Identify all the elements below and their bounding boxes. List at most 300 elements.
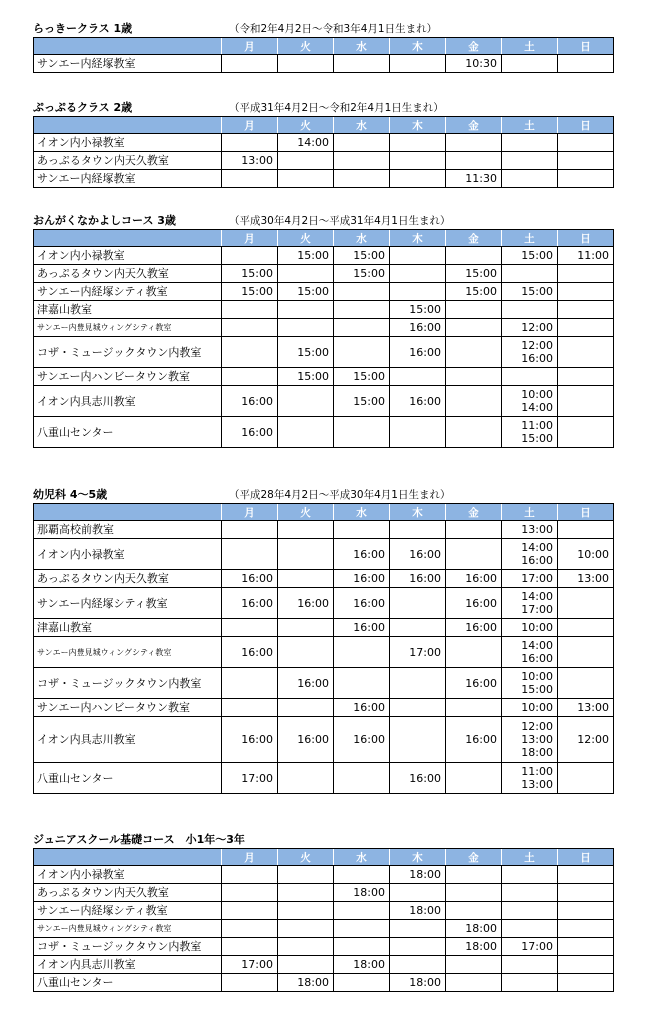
- classroom-name: サンエー内経塚シティ教室: [34, 588, 222, 619]
- lesson-time-cell: [446, 337, 502, 368]
- lesson-time-cell: [222, 699, 278, 717]
- lesson-time-cell: [446, 570, 502, 588]
- classroom-name: サンエー内経塚シティ教室: [34, 902, 222, 920]
- table-row: [34, 570, 614, 588]
- lesson-time: 16:00: [241, 394, 273, 408]
- lesson-time-cell: [446, 283, 502, 301]
- header-blank-cell: [34, 38, 222, 55]
- table-row: [34, 55, 614, 73]
- table-row: [34, 668, 614, 699]
- weekday-header: 火: [278, 849, 334, 866]
- classroom-name: イオン内具志川教室: [34, 956, 222, 974]
- header-blank-cell: [34, 230, 222, 247]
- weekday-header-row: [34, 230, 614, 247]
- lesson-time-cell: [502, 301, 558, 319]
- section-title: 幼児科 4～5歳: [33, 488, 108, 501]
- lesson-time-cell: [222, 637, 278, 668]
- section-header: [33, 833, 613, 847]
- lesson-time-cell: [390, 570, 446, 588]
- lesson-time-cell: [446, 417, 502, 448]
- lesson-time: 16:00: [353, 572, 385, 585]
- weekday-header: 金: [446, 504, 502, 521]
- lesson-time-cell: [222, 521, 278, 539]
- lesson-time: 11:00: [521, 765, 553, 778]
- header-blank-cell: [34, 504, 222, 521]
- weekday-header: 火: [278, 504, 334, 521]
- lesson-time-cell: [502, 539, 558, 570]
- lesson-time: 16:00: [465, 596, 497, 610]
- lesson-time-cell: [278, 247, 334, 265]
- lesson-time-cell: [558, 763, 614, 794]
- lesson-time: 13:00: [577, 701, 609, 714]
- lesson-time-cell: [502, 417, 558, 448]
- lesson-time-cell: [446, 265, 502, 283]
- lesson-time: 16:00: [465, 572, 497, 585]
- lesson-time-cell: [558, 717, 614, 763]
- lesson-time-cell: [558, 283, 614, 301]
- lesson-time-cell: [558, 521, 614, 539]
- lesson-time-cell: [502, 884, 558, 902]
- lesson-time: 15:00: [465, 285, 497, 298]
- schedule-section: [33, 101, 613, 188]
- lesson-time-cell: [502, 956, 558, 974]
- lesson-time: 16:00: [241, 596, 273, 610]
- lesson-time: 16:00: [521, 352, 553, 365]
- lesson-time-cell: [446, 956, 502, 974]
- lesson-time-cell: [222, 619, 278, 637]
- table-row: [34, 319, 614, 337]
- table-row: [34, 637, 614, 668]
- lesson-time-cell: [334, 763, 390, 794]
- lesson-time-cell: [334, 570, 390, 588]
- table-row: [34, 717, 614, 763]
- header-blank-cell: [34, 849, 222, 866]
- lesson-time-cell: [334, 588, 390, 619]
- lesson-time-cell: [558, 884, 614, 902]
- lesson-time: 10:30: [465, 57, 497, 70]
- lesson-time-cell: [222, 386, 278, 417]
- lesson-time-cell: [558, 668, 614, 699]
- weekday-header: 金: [446, 230, 502, 247]
- lesson-time: 16:00: [297, 676, 329, 690]
- classroom-name: サンエー内経塚シティ教室: [34, 283, 222, 301]
- lesson-time: 18:00: [409, 976, 441, 989]
- lesson-time-cell: [502, 55, 558, 73]
- lesson-time: 16:00: [353, 596, 385, 610]
- lesson-time-cell: [278, 974, 334, 992]
- classroom-name: イオン内小禄教室: [34, 539, 222, 570]
- lesson-time-cell: [334, 417, 390, 448]
- weekday-header: 土: [502, 849, 558, 866]
- weekday-header: 水: [334, 117, 390, 134]
- lesson-time-cell: [334, 619, 390, 637]
- lesson-time-cell: [334, 539, 390, 570]
- lesson-time-cell: [558, 619, 614, 637]
- lesson-time-cell: [278, 866, 334, 884]
- lesson-time-cell: [278, 619, 334, 637]
- lesson-time-cell: [278, 902, 334, 920]
- lesson-time-cell: [334, 247, 390, 265]
- lesson-time-cell: [334, 717, 390, 763]
- lesson-time-cell: [278, 368, 334, 386]
- lesson-time-cell: [334, 521, 390, 539]
- lesson-time-cell: [558, 539, 614, 570]
- lesson-time-cell: [278, 55, 334, 73]
- lesson-time-cell: [334, 170, 390, 188]
- lesson-time: 17:00: [521, 572, 553, 585]
- lesson-time-cell: [502, 866, 558, 884]
- lesson-time: 15:00: [241, 267, 273, 280]
- lesson-time-cell: [390, 763, 446, 794]
- classroom-name: イオン内小禄教室: [34, 866, 222, 884]
- lesson-time-cell: [278, 539, 334, 570]
- lesson-time-cell: [390, 152, 446, 170]
- lesson-time-cell: [558, 55, 614, 73]
- lesson-time-cell: [390, 283, 446, 301]
- table-row: [34, 699, 614, 717]
- lesson-time-cell: [390, 319, 446, 337]
- section-header: [33, 22, 613, 36]
- lesson-time: 11:00: [577, 249, 609, 262]
- table-row: [34, 974, 614, 992]
- weekday-header-row: [34, 38, 614, 55]
- classroom-name: イオン内具志川教室: [34, 386, 222, 417]
- lesson-time-cell: [558, 920, 614, 938]
- table-row: [34, 866, 614, 884]
- lesson-time-cell: [222, 152, 278, 170]
- lesson-time: 15:00: [521, 683, 553, 696]
- lesson-time-cell: [446, 974, 502, 992]
- lesson-time-cell: [502, 938, 558, 956]
- lesson-time-cell: [390, 417, 446, 448]
- lesson-time-cell: [222, 668, 278, 699]
- birth-date-range: （平成31年4月2日～令和2年4月1日生まれ）: [229, 102, 444, 114]
- lesson-time-cell: [278, 956, 334, 974]
- table-row: [34, 920, 614, 938]
- classroom-name: コザ・ミュージックタウン内教室: [34, 938, 222, 956]
- lesson-time-cell: [334, 283, 390, 301]
- weekday-header: 水: [334, 230, 390, 247]
- classroom-name: サンエー内ハンビータウン教室: [34, 368, 222, 386]
- lesson-time-cell: [446, 938, 502, 956]
- lesson-time: 17:00: [241, 958, 273, 971]
- lesson-time: 16:00: [521, 554, 553, 567]
- weekday-header: 木: [390, 504, 446, 521]
- lesson-time-cell: [222, 938, 278, 956]
- lesson-time-cell: [558, 134, 614, 152]
- lesson-time-cell: [222, 283, 278, 301]
- lesson-time-cell: [222, 539, 278, 570]
- lesson-time-cell: [278, 637, 334, 668]
- table-row: [34, 337, 614, 368]
- lesson-time: 15:00: [465, 267, 497, 280]
- lesson-time-cell: [558, 866, 614, 884]
- weekday-header-row: [34, 117, 614, 134]
- lesson-time-cell: [222, 570, 278, 588]
- lesson-time-cell: [446, 386, 502, 417]
- schedule-table: [33, 116, 614, 188]
- weekday-header: 火: [278, 230, 334, 247]
- lesson-time: 18:00: [465, 940, 497, 953]
- lesson-time: 15:00: [297, 370, 329, 383]
- lesson-time: 11:30: [465, 172, 497, 185]
- section-header: [33, 101, 613, 115]
- lesson-time: 17:00: [409, 645, 441, 659]
- birth-date-range: （令和2年4月2日～令和3年4月1日生まれ）: [229, 23, 438, 35]
- schedule-section: [33, 22, 613, 73]
- lesson-time-cell: [446, 699, 502, 717]
- lesson-time-cell: [558, 337, 614, 368]
- schedule-section: [33, 833, 613, 992]
- lesson-time-cell: [502, 152, 558, 170]
- birth-date-range: （平成30年4月2日～平成31年4月1日生まれ）: [229, 215, 451, 227]
- lesson-time-cell: [558, 170, 614, 188]
- lesson-time-cell: [278, 717, 334, 763]
- lesson-time-cell: [558, 386, 614, 417]
- weekday-header: 金: [446, 38, 502, 55]
- lesson-time-cell: [278, 588, 334, 619]
- lesson-time: 16:00: [353, 547, 385, 561]
- schedule-section: [33, 214, 613, 448]
- lesson-time-cell: [222, 763, 278, 794]
- weekday-header: 金: [446, 849, 502, 866]
- lesson-time: 15:00: [353, 394, 385, 408]
- lesson-time-cell: [334, 637, 390, 668]
- lesson-time-cell: [502, 283, 558, 301]
- weekday-header: 月: [222, 117, 278, 134]
- lesson-time: 13:00: [521, 733, 553, 746]
- weekday-header: 日: [558, 849, 614, 866]
- lesson-time-cell: [390, 866, 446, 884]
- lesson-time-cell: [334, 134, 390, 152]
- lesson-time-cell: [558, 247, 614, 265]
- lesson-time: 17:00: [241, 771, 273, 785]
- lesson-time-cell: [558, 368, 614, 386]
- lesson-time: 13:00: [241, 154, 273, 167]
- lesson-time-cell: [446, 884, 502, 902]
- lesson-time-cell: [222, 301, 278, 319]
- lesson-time-cell: [502, 920, 558, 938]
- lesson-time-cell: [278, 884, 334, 902]
- lesson-time-cell: [390, 920, 446, 938]
- lesson-time-cell: [502, 368, 558, 386]
- lesson-time: 18:00: [409, 904, 441, 917]
- lesson-time: 16:00: [241, 572, 273, 585]
- weekday-header: 月: [222, 38, 278, 55]
- lesson-time-cell: [502, 265, 558, 283]
- lesson-time-cell: [222, 417, 278, 448]
- table-row: [34, 170, 614, 188]
- lesson-time: 13:00: [521, 523, 553, 536]
- lesson-time: 15:00: [297, 249, 329, 262]
- lesson-time-cell: [390, 386, 446, 417]
- lesson-time: 18:00: [521, 746, 553, 759]
- lesson-time: 16:00: [241, 425, 273, 439]
- section-header: [33, 214, 613, 228]
- table-row: [34, 283, 614, 301]
- classroom-name: サンエー内経塚教室: [34, 55, 222, 73]
- lesson-time: 12:00: [577, 733, 609, 746]
- weekday-header: 日: [558, 38, 614, 55]
- lesson-time-cell: [446, 637, 502, 668]
- lesson-time-cell: [558, 974, 614, 992]
- weekday-header: 月: [222, 504, 278, 521]
- lesson-time-cell: [446, 920, 502, 938]
- lesson-time-cell: [558, 417, 614, 448]
- lesson-time-cell: [446, 902, 502, 920]
- lesson-time-cell: [446, 170, 502, 188]
- lesson-time-cell: [502, 570, 558, 588]
- lesson-time-cell: [222, 884, 278, 902]
- lesson-time: 16:00: [297, 733, 329, 746]
- classroom-name: サンエー内豊見城ウィングシティ教室: [34, 920, 222, 938]
- classroom-name: 八重山センター: [34, 763, 222, 794]
- lesson-time-cell: [446, 619, 502, 637]
- lesson-time: 14:00: [521, 401, 553, 414]
- lesson-time: 16:00: [465, 733, 497, 746]
- table-row: [34, 134, 614, 152]
- lesson-time: 16:00: [297, 596, 329, 610]
- lesson-time: 10:00: [521, 701, 553, 714]
- lesson-time-cell: [222, 134, 278, 152]
- schedule-table: [33, 503, 614, 794]
- lesson-time-cell: [558, 938, 614, 956]
- lesson-time-cell: [390, 699, 446, 717]
- lesson-time-cell: [446, 668, 502, 699]
- weekday-header: 木: [390, 849, 446, 866]
- lesson-time-cell: [446, 521, 502, 539]
- table-row: [34, 539, 614, 570]
- lesson-time-cell: [222, 337, 278, 368]
- table-row: [34, 265, 614, 283]
- lesson-time-cell: [502, 337, 558, 368]
- lesson-time: 16:00: [353, 621, 385, 634]
- classroom-name: 八重山センター: [34, 417, 222, 448]
- classroom-name: イオン内具志川教室: [34, 717, 222, 763]
- table-row: [34, 588, 614, 619]
- lesson-time-cell: [222, 866, 278, 884]
- lesson-time: 16:00: [353, 701, 385, 714]
- lesson-time: 13:00: [577, 572, 609, 585]
- lesson-time-cell: [390, 588, 446, 619]
- weekday-header: 日: [558, 117, 614, 134]
- lesson-time-cell: [390, 368, 446, 386]
- lesson-time: 18:00: [297, 976, 329, 989]
- lesson-time: 16:00: [353, 733, 385, 746]
- lesson-time-cell: [278, 920, 334, 938]
- schedule-table: [33, 37, 614, 73]
- table-row: [34, 956, 614, 974]
- lesson-time-cell: [502, 974, 558, 992]
- lesson-time: 10:00: [521, 621, 553, 634]
- lesson-time-cell: [390, 337, 446, 368]
- lesson-time-cell: [446, 152, 502, 170]
- lesson-time-cell: [502, 668, 558, 699]
- lesson-time-cell: [334, 884, 390, 902]
- lesson-time-cell: [390, 974, 446, 992]
- lesson-time: 15:00: [297, 345, 329, 359]
- weekday-header-row: [34, 504, 614, 521]
- lesson-time-cell: [558, 301, 614, 319]
- lesson-time-cell: [446, 588, 502, 619]
- lesson-time-cell: [278, 668, 334, 699]
- lesson-time: 16:00: [241, 645, 273, 659]
- lesson-time: 13:00: [521, 778, 553, 791]
- lesson-time-cell: [222, 247, 278, 265]
- weekday-header: 日: [558, 504, 614, 521]
- weekday-header: 土: [502, 504, 558, 521]
- weekday-header: 水: [334, 849, 390, 866]
- lesson-time-cell: [390, 619, 446, 637]
- lesson-time-cell: [446, 301, 502, 319]
- lesson-time-cell: [558, 570, 614, 588]
- lesson-time-cell: [502, 319, 558, 337]
- lesson-time-cell: [334, 956, 390, 974]
- lesson-time: 15:00: [521, 285, 553, 298]
- lesson-time-cell: [334, 668, 390, 699]
- classroom-name: 津嘉山教室: [34, 301, 222, 319]
- classroom-name: あっぷるタウン内天久教室: [34, 152, 222, 170]
- lesson-time-cell: [222, 902, 278, 920]
- section-header: [33, 488, 613, 502]
- classroom-name: イオン内小禄教室: [34, 134, 222, 152]
- lesson-time: 14:00: [521, 639, 553, 652]
- lesson-time: 10:00: [577, 547, 609, 561]
- weekday-header: 土: [502, 117, 558, 134]
- lesson-time-cell: [502, 134, 558, 152]
- classroom-name: コザ・ミュージックタウン内教室: [34, 668, 222, 699]
- table-row: [34, 301, 614, 319]
- lesson-time-cell: [390, 668, 446, 699]
- lesson-time-cell: [222, 956, 278, 974]
- schedule-table: [33, 848, 614, 992]
- schedule-table: [33, 229, 614, 448]
- lesson-time-cell: [390, 521, 446, 539]
- weekday-header: 火: [278, 38, 334, 55]
- table-row: [34, 417, 614, 448]
- lesson-time: 17:00: [521, 603, 553, 616]
- lesson-time: 14:00: [521, 590, 553, 603]
- lesson-time-cell: [390, 55, 446, 73]
- weekday-header: 金: [446, 117, 502, 134]
- classroom-name: サンエー内豊見城ウィングシティ教室: [34, 637, 222, 668]
- lesson-time-cell: [446, 763, 502, 794]
- lesson-time-cell: [222, 588, 278, 619]
- lesson-time-cell: [446, 55, 502, 73]
- table-row: [34, 368, 614, 386]
- lesson-time-cell: [278, 763, 334, 794]
- lesson-time: 15:00: [353, 267, 385, 280]
- header-blank-cell: [34, 117, 222, 134]
- lesson-time-cell: [446, 866, 502, 884]
- lesson-time-cell: [390, 637, 446, 668]
- section-title: おんがくなかよしコース 3歳: [33, 214, 176, 227]
- lesson-time: 16:00: [409, 547, 441, 561]
- weekday-header: 月: [222, 849, 278, 866]
- lesson-time: 15:00: [353, 249, 385, 262]
- lesson-time-cell: [558, 588, 614, 619]
- table-row: [34, 386, 614, 417]
- table-row: [34, 152, 614, 170]
- lesson-time: 14:00: [297, 136, 329, 149]
- lesson-time-cell: [278, 570, 334, 588]
- lesson-time: 16:00: [409, 394, 441, 408]
- lesson-time-cell: [390, 956, 446, 974]
- classroom-name: 八重山センター: [34, 974, 222, 992]
- lesson-time-cell: [222, 265, 278, 283]
- lesson-time-cell: [334, 386, 390, 417]
- lesson-time: 16:00: [241, 733, 273, 746]
